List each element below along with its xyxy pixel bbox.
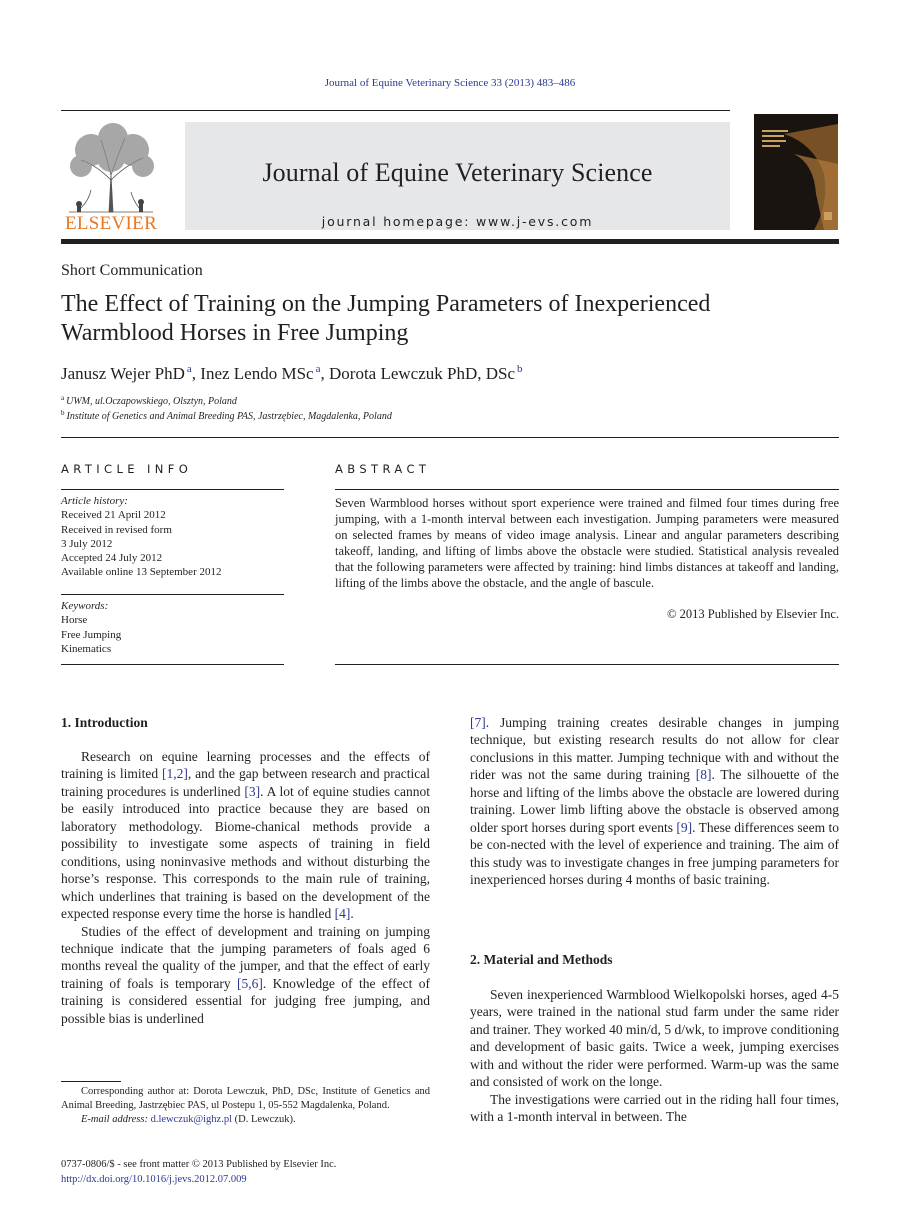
history-label: Article history: — [61, 495, 128, 507]
history-item: Available online 13 September 2012 — [61, 566, 222, 579]
affiliation-a — [61, 394, 237, 407]
footnote — [61, 1085, 430, 1127]
section-rule — [61, 437, 839, 438]
info-rule-mid — [61, 594, 284, 595]
journal-homepage[interactable]: journal homepage: www.j-evs.com — [321, 214, 594, 229]
history-item: 3 July 2012 — [61, 537, 113, 550]
paragraph — [61, 748, 430, 923]
right-column-methods — [470, 986, 839, 1126]
footnote-rule — [61, 1081, 121, 1082]
journal-cover-image — [754, 114, 838, 230]
article-info-heading: ARTICLE INFO — [61, 462, 193, 476]
article-title — [61, 290, 841, 348]
abstract-rule-bottom — [335, 664, 839, 665]
affiliation-text: Institute of Genetics and Animal Breeding PAS, Jastrzębiec, Magdalenka, Poland — [66, 411, 392, 422]
header-thick-rule — [61, 239, 839, 244]
affiliation-mark[interactable]: a — [186, 363, 192, 375]
title-line-1: The Effect of Training on the Jumping Parameters of Inexperienced — [61, 291, 711, 317]
email-label: E-mail address: — [81, 1114, 148, 1125]
keyword-item: Free Jumping — [61, 628, 122, 641]
author-name[interactable]: Inez Lendo MSc — [200, 364, 314, 383]
citation-link[interactable]: [9] — [676, 819, 693, 835]
keyword-item: Horse — [61, 614, 88, 627]
author-separator: , — [320, 364, 329, 383]
paragraph — [470, 714, 839, 889]
journal-citation[interactable]: Journal of Equine Veterinary Science 33 (2013) 483–486 — [324, 77, 576, 89]
history-item: Accepted 24 July 2012 — [61, 552, 163, 565]
elsevier-tree-icon — [61, 120, 161, 216]
section-1-heading: 1. Introduction — [61, 715, 148, 730]
affiliation-mark: b — [61, 409, 65, 417]
section-2-heading: 2. Material and Methods — [470, 952, 613, 967]
copyright: © 2013 Published by Elsevier Inc. — [667, 607, 839, 621]
text-run: . The silhouette of the horse and lifting of the limbs above the obstacle are lowered during training. Lower limb lifting above the obstacle is observed among older sport horses during sport events — [470, 767, 839, 835]
citation-link[interactable]: [7] — [470, 715, 486, 730]
journal-banner — [185, 122, 730, 230]
affiliation-mark[interactable]: b — [517, 363, 523, 375]
paragraph: The investigations were carried out in the riding hall four times, with a 1-month interval in between. The — [470, 1091, 839, 1125]
text-run: . A lot of equine studies cannot be easily introduced into practice because they are based on laboratory methodology. Biome-chanical methods provide a possibility to investigate some aspects of training in field conditions, using noninvasive methods and without disturbing the horse’s response. This corresponds to the main rule of training, which underlines that training is based on the development of the expected response every time the horse is handled — [61, 783, 430, 922]
author-list — [61, 363, 523, 384]
header-rule — [61, 110, 730, 111]
history-item: Received 21 April 2012 — [61, 509, 166, 522]
history-item: Received in revised form — [61, 523, 172, 536]
citation-link[interactable]: [1,2] — [161, 766, 188, 782]
keyword-item: Kinematics — [61, 642, 112, 655]
citation-link[interactable]: [5,6] — [237, 975, 263, 991]
keywords — [61, 599, 121, 656]
affiliation-b — [61, 409, 392, 422]
abstract-rule-top — [335, 489, 839, 490]
corresponding-author: Corresponding author at: Dorota Lewczuk, PhD, DSc, Institute of Genetics and Animal Breeding, Jastrzębiec PAS, ul Postepu 1, 05-552 Magdalenka, Poland. — [61, 1086, 430, 1111]
article-history — [61, 494, 221, 580]
citation-link[interactable]: [4] — [334, 906, 351, 922]
abstract-heading: ABSTRACT — [335, 462, 431, 476]
author-name[interactable]: Dorota Lewczuk PhD, DSc — [329, 364, 516, 383]
doi-link[interactable]: http://dx.doi.org/10.1016/j.jevs.2012.07.009 — [61, 1174, 247, 1185]
email-link[interactable]: d.lewczuk@ighz.pl — [150, 1114, 233, 1125]
affiliation-mark: a — [61, 394, 65, 402]
article-type: Short Communication — [61, 262, 203, 279]
text-run: , and the gap between research and practical training procedures is underlined — [61, 766, 430, 799]
keywords-label: Keywords: — [61, 600, 109, 612]
info-rule-top — [61, 489, 284, 490]
issn-line: 0737-0806/$ - see front matter © 2013 Published by Elsevier Inc. — [61, 1159, 337, 1170]
publisher-name: ELSEVIER — [64, 213, 158, 234]
citation-link[interactable]: [3] — [244, 783, 261, 799]
author-name[interactable]: Janusz Wejer PhD — [61, 364, 185, 383]
text-run: Research on equine learning processes and the effects of training is limited — [61, 749, 430, 782]
paragraph — [61, 923, 430, 1028]
right-column-text — [470, 714, 839, 889]
author-separator: , — [191, 364, 201, 383]
text-run: . Jumping training creates desirable changes in jumping technique, but existing research results do not allow for clear conclusions in this matter. Jumping technique with and without the rider was not the same during training — [470, 715, 839, 783]
info-rule-bottom — [61, 664, 284, 665]
email-line — [61, 1113, 430, 1127]
text-run: Studies of the effect of development and training on jumping technique indicate that the jumping parameters of foals aged 6 months reveal the quality of the jumper, and that the effect of early training of foals is temporary — [61, 923, 430, 991]
text-run: . These differences seem to be con-nected with the level of experience and training. The aim of this study was to investigate changes in free jumping parameters for inexperienced horses during 4 months of basic training. — [470, 819, 839, 888]
journal-title: Journal of Equine Veterinary Science — [262, 158, 653, 187]
left-column-text — [61, 748, 430, 1027]
affiliation-text: UWM, ul.Oczapowskiego, Olsztyn, Poland — [66, 396, 237, 407]
text-run: . — [350, 906, 354, 922]
paragraph: Seven inexperienced Warmblood Wielkopolski horses, aged 4-5 years, were trained in the national stud farm under the same rider and trainer. They worked 40 min/d, 5 d/wk, to improve conditioning and development of basic gaits. Twice a week, jumping exercises with and without the rider were performed. Warm-up was the same and consisted of work on the longe. — [470, 987, 839, 1090]
title-line-2: Warmblood Horses in Free Jumping — [61, 320, 409, 346]
citation-link[interactable]: [8] — [695, 767, 712, 783]
text-run: . Knowledge of the effect of training is considered essential for judging free jumping, and possible bias is underlined — [61, 975, 430, 1026]
email-suffix: (D. Lewczuk). — [232, 1114, 296, 1125]
affiliation-mark[interactable]: a — [315, 363, 321, 375]
elsevier-logo — [61, 120, 161, 232]
abstract-text: Seven Warmblood horses without sport experience were trained and filmed four times during free jumping, with a 1-month interval between each investigation. Jumping parameters were measured on selected frames by means of video image analysis. Linear and angular parameters describing takeoff, landing, and lifting of limbs above the obstacle were studied. Statistical analysis revealed that the following parameters were affected by training: hind limbs distances at takeoff and landing, lifting of the limbs above the obstacle, and the angle of bascule. — [335, 496, 839, 590]
